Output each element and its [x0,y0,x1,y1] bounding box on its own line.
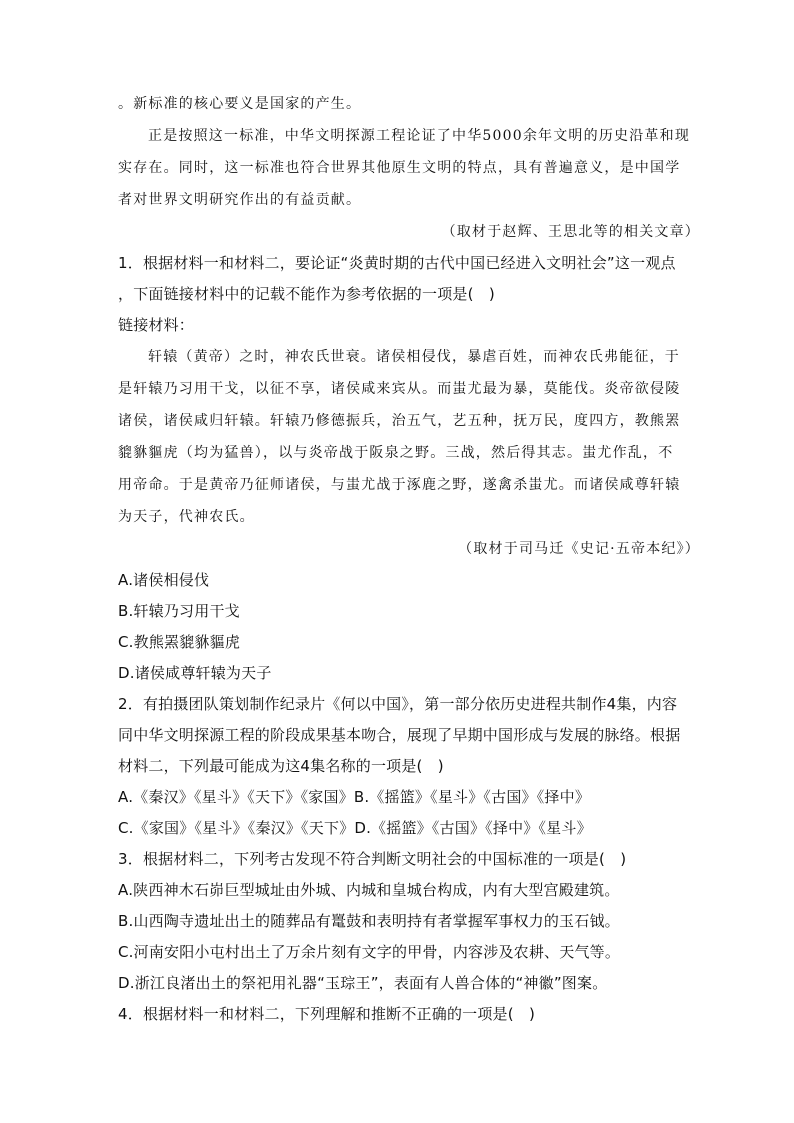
question-1-option-b: B.轩辕乃习用干戈 [118,602,240,620]
link-material-source: （取材于司马迁《史记·五帝本纪》） [458,541,700,557]
passage-line: 实存在。同时，这一标准也符合世界其他原生文明的特点，具有普遍意义，是中国学 [118,160,681,176]
question-1-stem: 1．根据材料一和材料二，要论证“炎黄时期的古代中国已经进入文明社会”这一观点 [118,254,676,272]
link-material-line: 为天子，代神农氏。 [118,509,255,525]
question-2-options-cd: C.《家国》《星斗》《秦汉》《天下》D.《摇篮》《古国》《择中》《星斗》 [118,819,592,837]
question-1-option-d: D.诸侯咸尊轩辕为天子 [118,664,272,682]
passage-source: （取材于赵辉、王思北等的相关文章） [441,224,700,240]
question-2-stem: 2．有拍摄团队策划制作纪录片《何以中国》，第一部分依历史进程共制作4集，内容 [118,695,678,713]
question-3-option-c: C.河南安阳小屯村出土了万余片刻有文字的甲骨，内容涉及农耕、天气等。 [118,943,621,961]
question-3-option-a: A.陕西神木石峁巨型城址由外城、内城和皇城台构成，内有大型宫殿建筑。 [118,881,620,899]
question-2-stem: 同中华文明探源工程的阶段成果基本吻合，展现了早期中国形成与发展的脉络。根据 [118,726,681,744]
link-material-line: 轩辕（黄帝）之时，神农氏世衰。诸侯相侵伐，暴虐百姓，而神农氏弗能征，于 [148,349,680,365]
link-material-line: 诸侯，诸侯咸归轩辕。轩辕乃修德振兵，治五气，艺五种，抚万民，度四方，教熊罴 [118,413,681,429]
question-3-option-b: B.山西陶寺遗址出土的随葬品有鼍鼓和表明持有者掌握军事权力的玉石钺。 [118,912,620,930]
question-1-stem: ，下面链接材料中的记载不能作为参考依据的一项是( ) [118,285,495,303]
question-4-stem: 4．根据材料一和材料二，下列理解和推断不正确的一项是( ) [118,1005,536,1023]
link-material-line: 貔貅貙虎（均为猛兽），以与炎帝战于阪泉之野。三战，然后得其志。蚩尤作乱，不 [118,445,674,461]
question-2-stem: 材料二，下列最可能成为这4集名称的一项是( ) [118,757,444,775]
question-1-option-c: C.教熊罴貔貅貙虎 [118,633,241,651]
question-2-options-ab: A.《秦汉》《星斗》《天下》《家国》B.《摇篮》《星斗》《古国》《择中》 [118,788,591,806]
link-material-line: 是轩辕乃习用干戈，以征不享，诸侯咸来宾从。而蚩尤最为暴，莫能伐。炎帝欲侵陵 [118,381,681,397]
question-3-option-d: D.浙江良渚出土的祭祀用礼器“玉琮王”，表面有人兽合体的“神徽”图案。 [118,974,608,992]
passage-line: 。新标准的核心要义是国家的产生。 [118,96,362,112]
question-3-stem: 3．根据材料二，下列考古发现不符合判断文明社会的中国标准的一项是( ) [118,850,627,868]
passage-line: 者对世界文明研究作出的有益贡献。 [118,192,362,208]
link-material-label: 链接材料： [118,316,195,334]
link-material-line: 用帝命。于是黄帝乃征师诸侯，与蚩尤战于涿鹿之野，遂禽杀蚩尤。而诸侯咸尊轩辕 [118,477,681,493]
passage-line: 正是按照这一标准，中华文明探源工程论证了中华5000余年文明的历史沿革和现 [148,128,691,144]
question-1-option-a: A.诸侯相侵伐 [118,571,210,589]
